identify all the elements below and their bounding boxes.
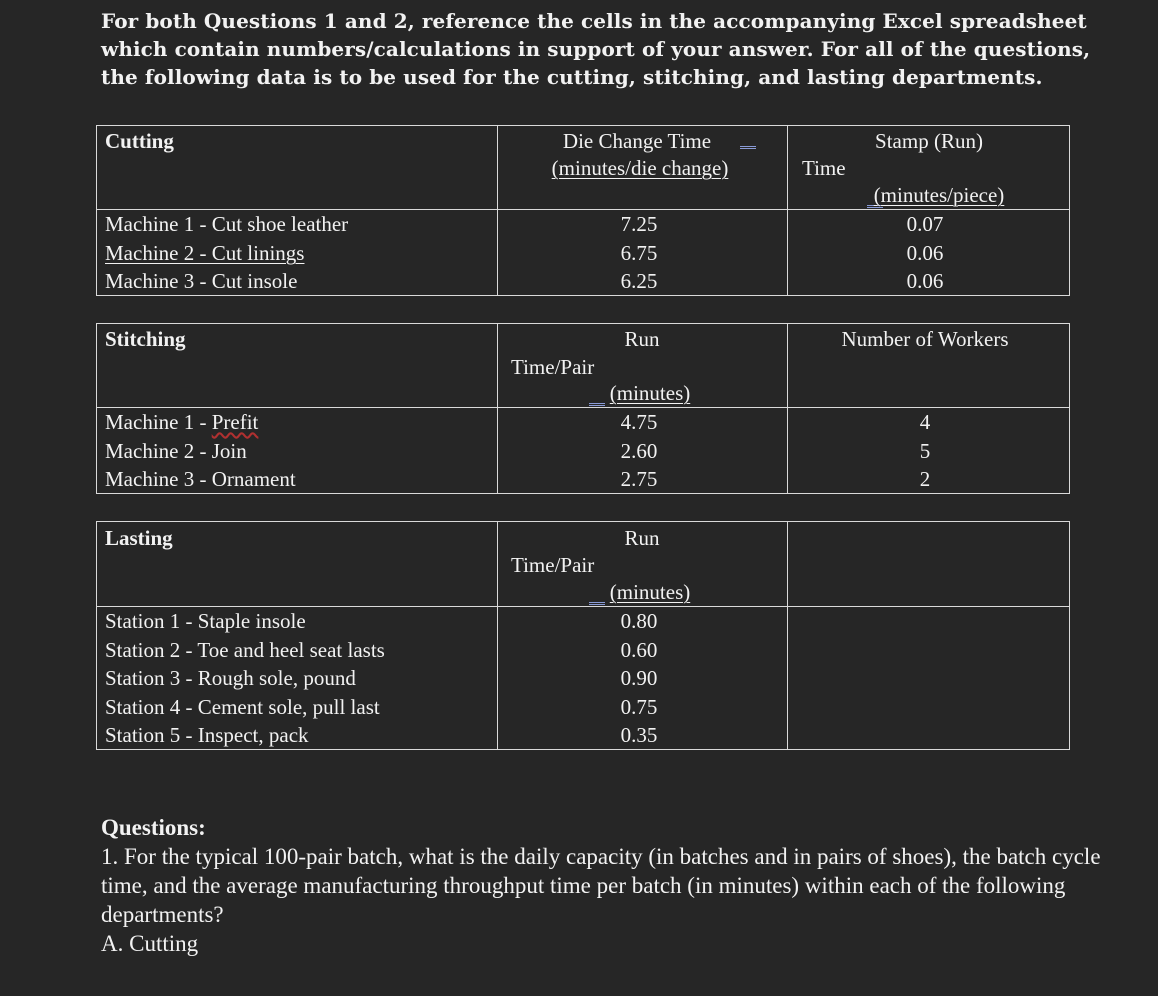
table-cell: 0.06 (906, 241, 944, 265)
table-row-label: Station 3 - Rough sole, pound (105, 666, 356, 690)
run-header: Run (624, 526, 660, 550)
comment-marker-icon (740, 146, 756, 149)
minutes-unit: (minutes) (609, 580, 691, 604)
questions-heading: Questions: (101, 815, 206, 840)
table-cell: 5 (919, 439, 931, 463)
time-pair-header: Time/Pair (511, 553, 595, 577)
table-row-label: Machine 1 - Prefit (105, 410, 259, 434)
table-cell: 2.60 (620, 439, 658, 463)
table-cell: 0.80 (620, 609, 658, 633)
table-row-label: Machine 1 - Cut shoe leather (105, 212, 349, 236)
stitching-table (96, 323, 1070, 494)
table-row-label: Station 2 - Toe and heel seat lasts (105, 638, 385, 662)
questions-section (101, 813, 1101, 958)
table-row-label: Machine 3 - Ornament (105, 467, 296, 491)
die-change-header: Die Change Time (562, 129, 712, 153)
stamp-run-unit: (minutes/piece) (873, 183, 1005, 207)
table-cell: 0.06 (906, 269, 944, 293)
table-row-label: Machine 3 - Cut insole (105, 269, 298, 293)
comment-marker-icon (589, 602, 605, 605)
table-row-label: Station 5 - Inspect, pack (105, 723, 309, 747)
table-cell: 6.75 (620, 241, 658, 265)
table-cell: 7.25 (620, 212, 658, 236)
cutting-title: Cutting (105, 129, 174, 153)
minutes-unit: (minutes) (609, 381, 691, 405)
table-cell: 2 (919, 467, 931, 491)
stamp-run-header: Stamp (Run) (875, 129, 983, 153)
question-1: 1. For the typical 100-pair batch, what is the daily capacity (in batches and in pairs of shoes), the batch cycle time, and the average manufacturing throughput time per batch (in minutes) within each of the following departments? (101, 844, 1101, 927)
table-cell: 4 (919, 410, 931, 434)
workers-header: Number of Workers (841, 327, 1009, 351)
table-row-label: Station 4 - Cement sole, pull last (105, 695, 380, 719)
table-cell: 2.75 (620, 467, 658, 491)
comment-marker-icon (589, 403, 605, 406)
table-row-label: Station 1 - Staple insole (105, 609, 306, 633)
question-1a: A. Cutting (101, 931, 199, 956)
table-cell: 0.75 (620, 695, 658, 719)
table-cell: 0.90 (620, 666, 658, 690)
cutting-table (96, 125, 1070, 296)
table-row-label: Machine 2 - Join (105, 439, 247, 463)
lasting-table (96, 521, 1070, 750)
run-header: Run (624, 327, 660, 351)
table-cell: 6.25 (620, 269, 658, 293)
time-header: Time (802, 156, 846, 180)
table-cell: 0.60 (620, 638, 658, 662)
table-cell: 0.35 (620, 723, 658, 747)
lasting-title: Lasting (105, 526, 173, 550)
time-pair-header: Time/Pair (511, 355, 595, 379)
die-change-unit: (minutes/die change) (551, 156, 729, 180)
intro-paragraph: For both Questions 1 and 2, reference the cells in the accompanying Excel spreadsheet which contain numbers/calculations in support of your answer. For all of the questions, the following data is to be used for the cutting, stitching, and lasting departments. (101, 9, 1091, 89)
table-cell: 0.07 (906, 212, 944, 236)
table-row-label: Machine 2 - Cut linings (105, 241, 305, 265)
table-cell: 4.75 (620, 410, 658, 434)
stitching-title: Stitching (105, 327, 186, 351)
